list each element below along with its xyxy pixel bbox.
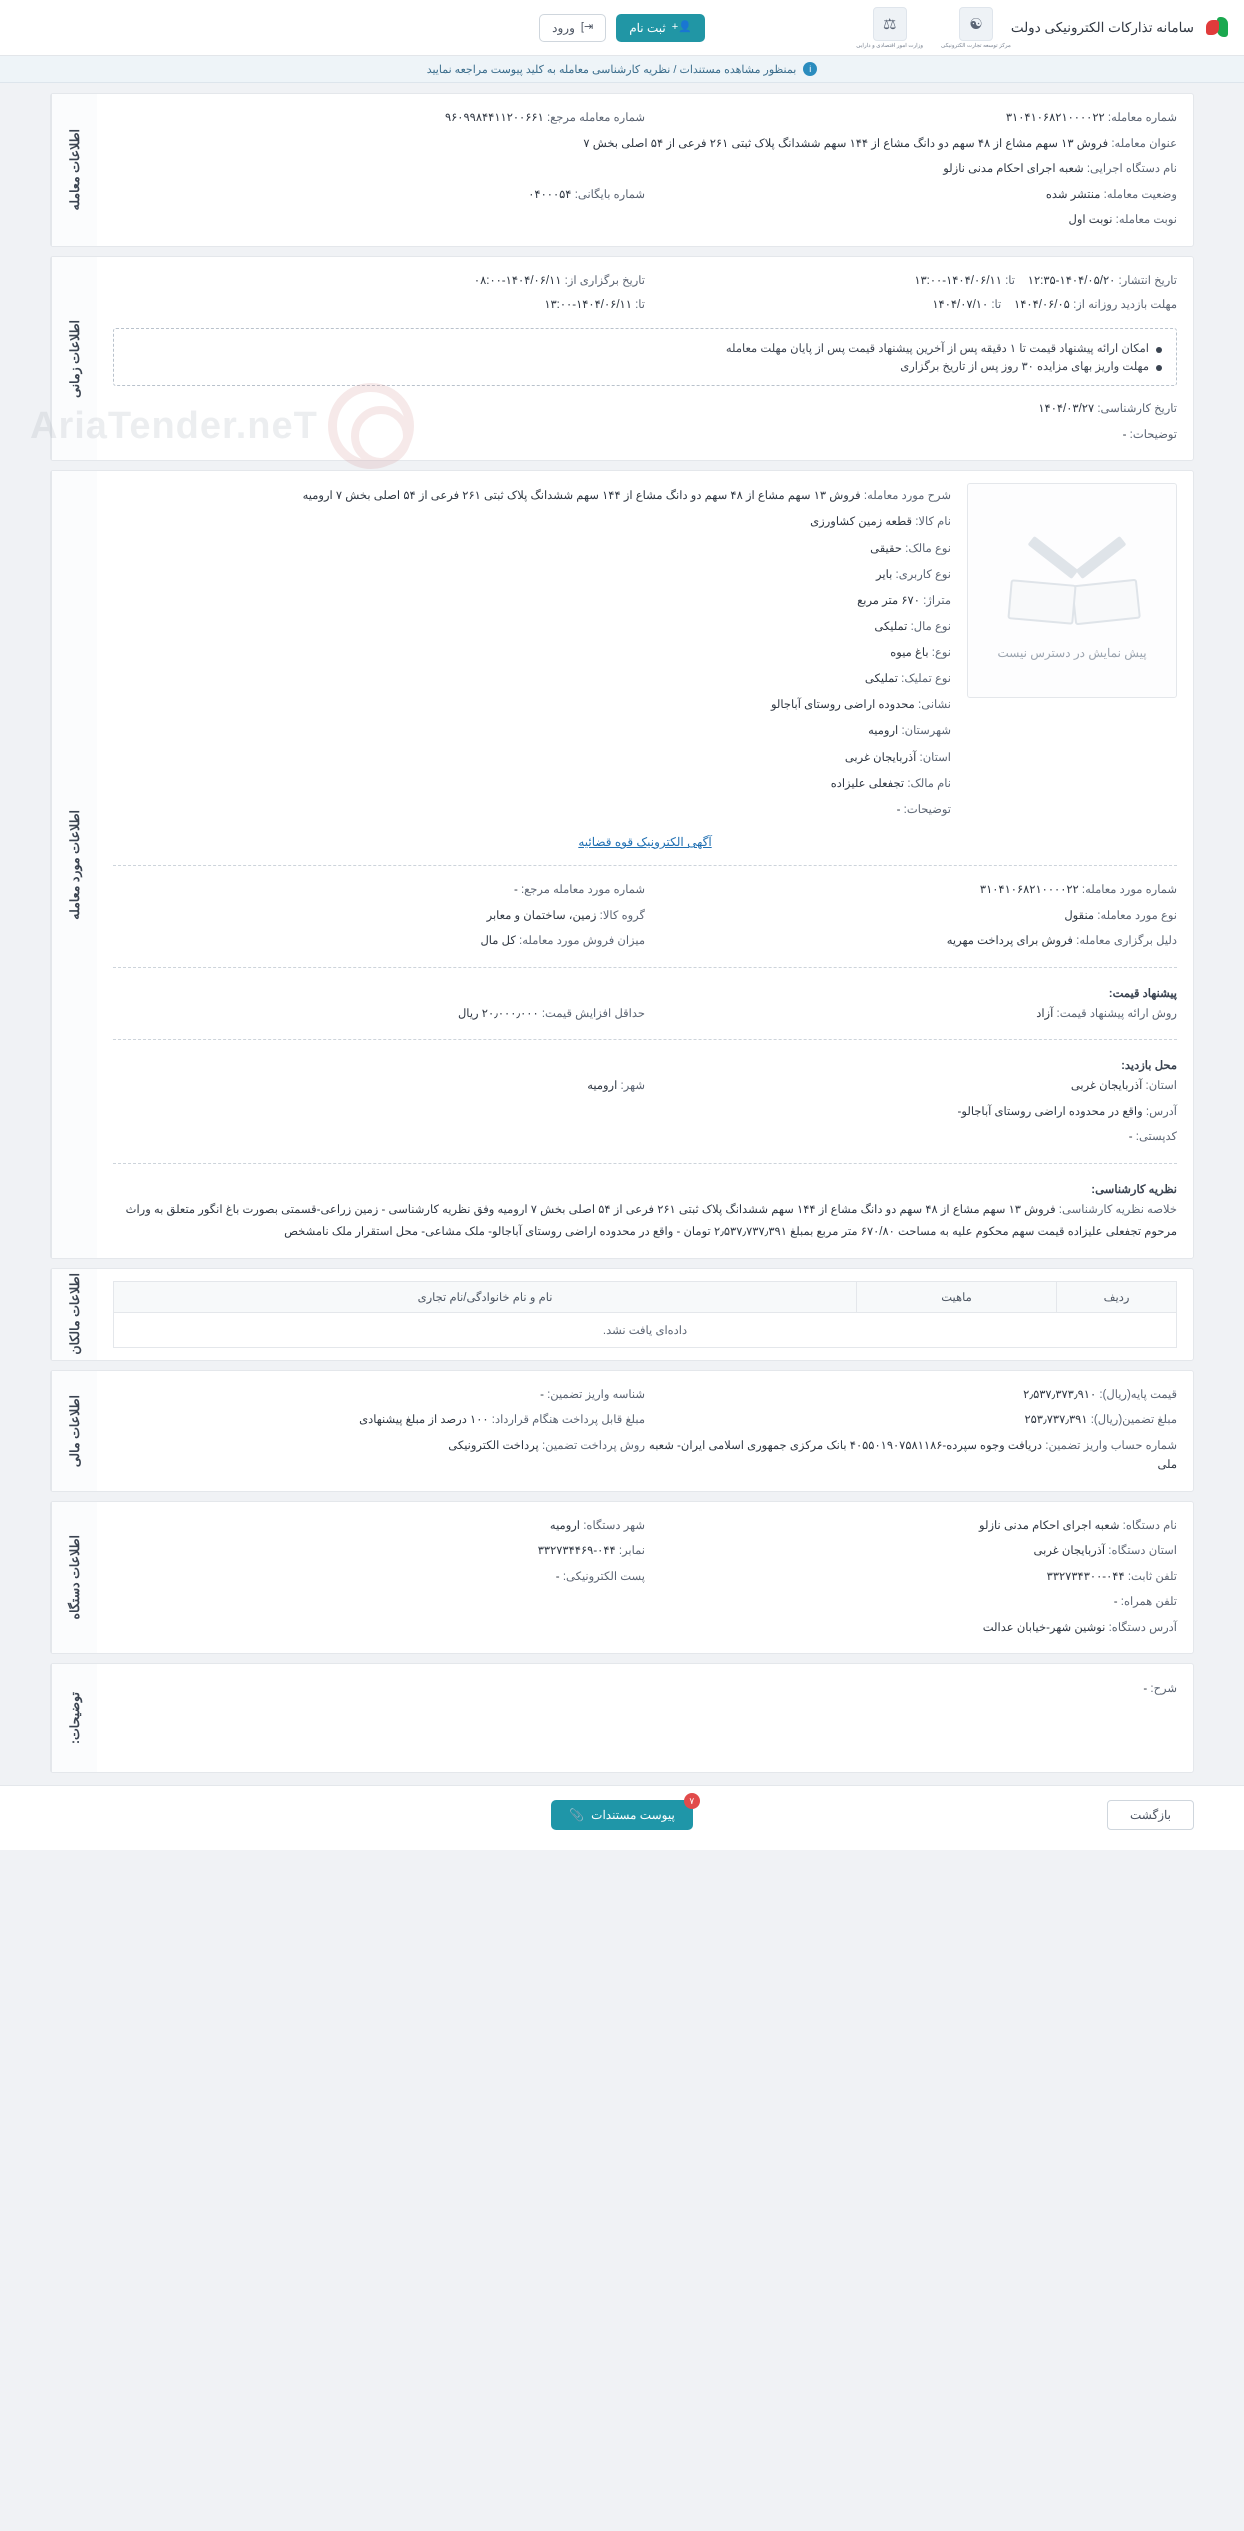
value: فروش ۱۳ سهم مشاع از ۴۸ سهم دو دانگ مشاع از ۱۴۴ سهم ششدانگ پلاک ثبتی ۲۶۱ فرعی از ۵۴ اصلی بخش ۷ ارومیه — [302, 490, 861, 503]
back-button[interactable]: بازگشت — [1107, 1800, 1194, 1830]
subject-info-content — [97, 471, 1193, 1257]
label: استان دستگاه: — [1108, 1545, 1177, 1558]
value: پرداخت الکترونیکی — [448, 1439, 539, 1452]
attachment-count-badge: ۷ — [684, 1793, 700, 1809]
attach-label: پیوست مستندات — [591, 1808, 675, 1823]
label: پست الکترونیکی: — [562, 1570, 645, 1583]
value: فروش ۱۳ سهم مشاع از ۴۸ سهم دو دانگ مشاع از ۱۴۴ سهم ششدانگ پلاک ثبتی ۲۶۱ فرعی از ۵۴ اصلی بخش ۷ ارومیه وفق نظریه کارشناسی - زمین زراعی-قسمتی بصورت باغ انگور متعلق به وراث مرحوم تجفعلی علیزاده قیمت سهم محکوم علیه به مساحت ۶۷۰/۸۰ متر مربع بمبلغ ۲٫۵۳۷٫۷۳۷٫۳۹۱ تومان - واقع در محدوده اراضی روستای آباجالو- ملک مشاعی- محل استقرار ملک نامشخص — [125, 1203, 1177, 1238]
value: - — [540, 1388, 544, 1401]
label: متراژ: — [923, 594, 951, 607]
value: ۳۱۰۴۱۰۶۸۲۱۰۰۰۰۲۲ — [979, 883, 1079, 896]
value: باغ میوه — [890, 647, 929, 660]
label: نوع مالک: — [905, 542, 951, 555]
note-text: امکان ارائه پیشنهاد قیمت تا ۱ دقیقه پس از آخرین پیشنهاد قیمت پس از پایان مهلت معامله — [725, 343, 1149, 356]
value: ۹۶۰۹۹۸۴۴۱۱۲۰۰۶۶۱ — [444, 112, 544, 124]
field-property-type — [113, 614, 951, 640]
divider-3 — [113, 1039, 1177, 1040]
section-title-time-info — [51, 257, 97, 461]
value: ۱۴۰۴/۰۵/۲۰-۱۲:۳۵ — [1027, 274, 1116, 287]
label: شهر دستگاه: — [583, 1519, 645, 1532]
signup-label: ثبت نام — [629, 20, 666, 35]
section-owners — [50, 1268, 1194, 1361]
field-deal-item-ref — [113, 878, 645, 904]
section-financial — [50, 1370, 1194, 1492]
brand — [1011, 15, 1228, 41]
section-time-info — [50, 256, 1194, 462]
value: منقول — [1064, 909, 1095, 922]
label: نشانی: — [918, 699, 951, 712]
value-to: ۱۴۰۴/۰۶/۱۱-۱۳:۰۰ — [914, 274, 1002, 287]
user-plus-icon: 👤+ — [671, 21, 692, 33]
info-icon: i — [803, 62, 817, 76]
field-org-province — [645, 1539, 1177, 1565]
value: - — [1143, 1683, 1148, 1696]
value: ۱۰۰ درصد از مبلغ پیشنهادی — [359, 1414, 489, 1427]
field-address-short — [113, 692, 951, 718]
field-visit-province — [645, 1074, 1177, 1100]
field-county — [113, 718, 951, 744]
emblem-icon: ☯ — [959, 7, 993, 41]
login-arrow-icon: ⇥] — [580, 21, 594, 33]
visit-subheading: محل بازدید: — [1121, 1060, 1177, 1073]
field-org-city — [113, 1514, 645, 1540]
field-min-increase — [113, 1002, 645, 1028]
gov-caption: مرکز توسعه تجارت الکترونیکی — [941, 42, 1011, 49]
value: قطعه زمین کشاورزی — [810, 516, 913, 529]
label: مبلغ تضمین(ریال): — [1090, 1414, 1177, 1427]
label: مهلت بازدید روزانه از: — [1073, 299, 1177, 312]
field-postal-code — [113, 1125, 1177, 1151]
paperclip-icon: 📎 — [569, 1808, 585, 1823]
value: - — [513, 883, 518, 896]
deal-info-content — [97, 94, 1193, 246]
value: ۰۴۴-۳۳۲۷۳۴۳۰۰ — [1046, 1570, 1125, 1583]
attach-documents-button[interactable] — [551, 1796, 695, 1830]
title-text: اطلاعات مالکان — [68, 1273, 82, 1355]
field-item-description — [113, 483, 951, 509]
value: - — [1113, 1596, 1118, 1609]
notice-text: بمنظور مشاهده مستندات / نظریه کارشناسی معامله به کلید پیوست مراجعه نمایید — [426, 63, 797, 76]
field-bank-number — [113, 183, 645, 209]
value: ارومیه — [587, 1080, 618, 1093]
label-to: تا: — [1005, 274, 1015, 287]
login-label: ورود — [552, 20, 575, 35]
label: استان: — [1145, 1080, 1177, 1093]
label: شهر: — [620, 1080, 645, 1093]
field-owner-type — [113, 536, 951, 562]
shield-icon: ⚖ — [873, 7, 907, 41]
section-title-organization — [51, 1502, 97, 1654]
title-text: توضیحات: — [68, 1692, 82, 1745]
field-price-method — [645, 1002, 1177, 1028]
label: وضعیت معامله: — [1103, 188, 1177, 201]
value: شعبه اجرای احکام مدنی نازلو — [943, 163, 1084, 176]
field-publish-date — [645, 269, 1177, 294]
label: شماره حساب واریز تضمین: — [1045, 1439, 1177, 1452]
section-remarks — [50, 1663, 1194, 1773]
field-ref-number — [113, 106, 645, 132]
label: توضیحات: — [1129, 429, 1177, 442]
field-guarantee-account — [645, 1434, 1177, 1479]
field-guarantee-id — [113, 1383, 645, 1409]
gov-logo-finance — [856, 7, 923, 49]
section-title-remarks — [51, 1664, 97, 1772]
label: شماره مورد معامله مرجع: — [520, 883, 645, 896]
value: ارومیه — [868, 725, 899, 738]
value: ۲۵۳٫۷۳۷٫۳۹۱ — [1024, 1414, 1088, 1427]
value: آزاد — [1036, 1007, 1054, 1020]
value: ۱۴۰۴/۰۶/۱۱-۰۸:۰۰ — [473, 274, 562, 287]
label: دلیل برگزاری معامله: — [1076, 935, 1177, 948]
field-guarantee-method — [113, 1434, 645, 1479]
preview-text: پیش نمایش در دسترس نیست — [997, 645, 1147, 660]
value: ۲٫۵۳۷٫۳۷۳٫۹۱۰ — [1023, 1388, 1097, 1401]
section-subject-info — [50, 470, 1194, 1258]
value-to: ۱۴۰۴/۰۷/۱۰ — [932, 299, 989, 312]
field-hold-date — [113, 269, 645, 294]
expert-subheading: نظریه کارشناسی: — [1091, 1183, 1177, 1196]
label: روش پرداخت تضمین: — [541, 1439, 645, 1452]
field-item-type — [645, 904, 1177, 930]
value: تملیکی — [864, 673, 898, 686]
value: واقع در محدوده اراضی روستای آباجالو- — [957, 1105, 1143, 1118]
notice-bar — [0, 56, 1244, 83]
label: نوبت معامله: — [1115, 214, 1177, 227]
label: گروه کالا: — [599, 909, 645, 922]
table-header-row — [114, 1281, 1177, 1312]
field-deal-subject — [113, 132, 1177, 158]
timing-note-1 — [128, 339, 1162, 357]
field-org-email — [113, 1565, 645, 1591]
label: شهرستان: — [901, 725, 951, 738]
label: شرح: — [1150, 1683, 1177, 1696]
gov-caption-2: وزارت امور اقتصادی و دارایی — [856, 42, 924, 49]
field-guarantee-amount — [645, 1408, 1177, 1434]
field-type — [113, 640, 951, 666]
value: ۲۰٫۰۰۰٫۰۰۰ ریال — [457, 1007, 539, 1020]
label: شماره مورد معامله: — [1081, 883, 1177, 896]
value: کل مال — [480, 935, 516, 948]
label: شرح مورد معامله: — [863, 490, 951, 503]
label: تلفن ثابت: — [1127, 1570, 1177, 1583]
field-deal-number — [645, 106, 1177, 132]
title-text: اطلاعات مورد معامله — [68, 809, 82, 920]
footer-action-bar — [0, 1785, 1244, 1850]
divider-2 — [113, 967, 1177, 968]
note-text: مهلت واریز بهای مزایده ۳۰ روز پس از تاریخ برگزاری — [900, 361, 1149, 374]
field-org-mobile — [645, 1590, 1177, 1616]
judicial-ad-link[interactable]: آگهی الکترونیک قوه قضائیه — [578, 834, 712, 849]
label-to: تا: — [991, 299, 1002, 312]
label: مبلغ قابل پرداخت هنگام قرارداد: — [491, 1414, 645, 1427]
value: - — [1122, 429, 1127, 442]
time-info-content — [97, 257, 1193, 461]
field-item-notes — [113, 797, 951, 823]
value: نوبت اول — [1068, 214, 1113, 227]
gov-logo-ecommerce — [941, 7, 1011, 49]
field-org-phone — [645, 1565, 1177, 1591]
label: خلاصه نظریه کارشناسی: — [1058, 1203, 1177, 1216]
owners-content — [97, 1269, 1193, 1360]
section-title-owners — [51, 1269, 97, 1360]
label: حداقل افزایش قیمت: — [541, 1007, 645, 1020]
attach-wrap — [0, 1796, 1244, 1830]
page-body — [0, 83, 1244, 1773]
label: تاریخ انتشار: — [1118, 274, 1177, 287]
label: نوع مال: — [910, 620, 951, 633]
value: فروش ۱۳ سهم مشاع از ۴۸ سهم دو دانگ مشاع از ۱۴۴ سهم ششدانگ پلاک ثبتی ۲۶۱ فرعی از ۵۴ اصلی بخش ۷ — [583, 137, 1109, 150]
judicial-link-wrap — [113, 823, 1177, 853]
owners-table — [113, 1281, 1177, 1348]
value: ۰۴۴-۳۳۲۷۳۴۴۶۹ — [537, 1545, 616, 1558]
signup-button[interactable] — [616, 14, 705, 42]
value: آذربایجان غربی — [1033, 1545, 1106, 1558]
value: ۱۴۰۴/۰۶/۰۵ — [1014, 299, 1070, 312]
label: روش ارائه پیشنهاد قیمت: — [1056, 1007, 1177, 1020]
field-area — [113, 588, 951, 614]
field-sale-amount — [113, 929, 645, 955]
value: فروش برای پرداخت مهریه — [946, 935, 1073, 948]
label: نام کالا: — [915, 516, 951, 529]
value: ۶۷۰ متر مربع — [857, 594, 920, 607]
column-nature: ماهیت — [857, 1281, 1057, 1312]
divider-4 — [113, 1163, 1177, 1164]
gavel-icon — [997, 522, 1147, 632]
value: منتشر شده — [1045, 188, 1101, 201]
label: نام مالک: — [907, 777, 951, 790]
timing-note-2 — [128, 357, 1162, 375]
field-goods-group — [113, 904, 645, 930]
label: تاریخ کارشناسی: — [1097, 403, 1177, 416]
section-deal-info — [50, 93, 1194, 247]
field-hold-date-to — [113, 293, 645, 318]
value: زمین، ساختمان و معابر — [486, 909, 597, 922]
label: نمابر: — [618, 1545, 645, 1558]
value: - — [555, 1570, 560, 1583]
top-bar — [0, 0, 1244, 56]
label: توضیحات: — [903, 803, 951, 816]
field-expert-date — [113, 396, 1177, 422]
section-title-subject-info — [51, 471, 97, 1257]
label: نوع کاربری: — [895, 568, 951, 581]
column-owner-name: نام و نام خانوادگی/نام تجاری — [114, 1281, 857, 1312]
value: دریافت وجوه سپرده-۴۰۵۵۰۱۹۰۷۵۸۱۱۸۶ بانک مرکزی جمهوری اسلامی ایران- شعبه ملی — [649, 1439, 1177, 1472]
label: نام دستگاه: — [1122, 1519, 1177, 1532]
label: عنوان معامله: — [1111, 137, 1177, 150]
value: - — [1128, 1131, 1133, 1144]
value: ۱۴۰۴/۰۳/۲۷ — [1038, 403, 1095, 416]
field-visit-address — [113, 1100, 1177, 1126]
spacer-cell — [113, 1590, 645, 1616]
timing-notes-box — [113, 328, 1177, 386]
value: محدوده اراضی روستای آباجالو — [770, 699, 915, 712]
field-turn — [645, 208, 1177, 234]
gov-logos — [856, 7, 1011, 49]
label: شماره معامله: — [1107, 112, 1177, 124]
column-row-index: ردیف — [1057, 1281, 1177, 1312]
field-remarks — [113, 1676, 1177, 1702]
price-subheading: پیشنهاد قیمت: — [1108, 987, 1177, 1000]
title-text: اطلاعات زمانی — [68, 319, 82, 398]
value: ارومیه — [549, 1519, 581, 1532]
field-expert-summary — [113, 1198, 1177, 1246]
label: استان: — [919, 751, 951, 764]
setadiran-logo-icon — [1202, 15, 1228, 41]
label: قیمت پایه(ریال): — [1099, 1388, 1177, 1401]
label: شناسه واریز تضمین: — [547, 1388, 645, 1401]
site-title: سامانه تذارکات الکترونیکی دولت — [1010, 19, 1194, 35]
subject-fields — [113, 483, 951, 823]
label: تا: — [635, 299, 645, 312]
value: تجفعلی علیزاده — [830, 777, 905, 790]
label: آدرس دستگاه: — [1108, 1621, 1177, 1634]
field-time-notes — [113, 422, 1177, 448]
divider — [113, 865, 1177, 866]
value: تملیکی — [874, 620, 908, 633]
field-payable-at-contract — [113, 1408, 645, 1434]
title-text: اطلاعات معامله — [68, 129, 82, 211]
field-org-fax — [113, 1539, 645, 1565]
empty-state-text: داده‌ای یافت نشد. — [114, 1312, 1177, 1347]
value: بایر — [876, 568, 893, 581]
value: - — [896, 803, 901, 816]
field-visit-window — [645, 293, 1177, 318]
label: نوع: — [931, 647, 951, 660]
field-status — [645, 183, 1177, 209]
financial-content — [97, 1371, 1193, 1491]
value: نوشین شهر-خیابان عدالت — [982, 1621, 1106, 1634]
section-organization — [50, 1501, 1194, 1655]
label: تلفن همراه: — [1120, 1596, 1177, 1609]
field-base-price — [645, 1383, 1177, 1409]
field-goods-name — [113, 509, 951, 535]
field-visit-city — [113, 1074, 645, 1100]
label: کدپستی: — [1135, 1131, 1177, 1144]
field-org-address — [113, 1616, 1177, 1642]
bullet-icon — [1156, 365, 1162, 371]
value: شعبه اجرای احکام مدنی نازلو — [979, 1519, 1120, 1532]
field-reason — [645, 929, 1177, 955]
value: حقیقی — [870, 542, 902, 555]
bullet-icon — [1156, 347, 1162, 353]
table-row — [114, 1312, 1177, 1347]
label: نام دستگاه اجرایی: — [1086, 163, 1177, 176]
field-deal-item-number — [645, 878, 1177, 904]
remarks-content — [97, 1664, 1193, 1772]
label: آدرس: — [1145, 1105, 1177, 1118]
organization-content — [97, 1502, 1193, 1654]
preview-placeholder — [967, 483, 1177, 698]
section-title-deal-info — [51, 94, 97, 246]
label: نوع تملیک: — [901, 673, 951, 686]
value: ۰۴۰۰۰۵۴ — [528, 188, 572, 201]
field-province — [113, 745, 951, 771]
label: شماره بایگانی: — [574, 188, 645, 201]
label: نوع مورد معامله: — [1097, 909, 1177, 922]
label: تاریخ برگزاری از: — [564, 274, 645, 287]
field-org-name — [645, 1514, 1177, 1540]
value: آذربایجان غربی — [844, 751, 917, 764]
login-button[interactable] — [539, 14, 606, 42]
value: آذربایجان غربی — [1070, 1080, 1143, 1093]
title-text: اطلاعات دستگاه — [68, 1535, 82, 1620]
field-usage-type — [113, 562, 951, 588]
field-executor — [113, 157, 1177, 183]
value: ۱۴۰۴/۰۶/۱۱-۱۳:۰۰ — [544, 299, 632, 312]
title-text: اطلاعات مالی — [68, 1394, 82, 1467]
value: ۳۱۰۴۱۰۶۸۲۱۰۰۰۰۲۲ — [1005, 112, 1105, 124]
label: میزان فروش مورد معامله: — [519, 935, 645, 948]
label: شماره معامله مرجع: — [546, 112, 645, 124]
field-owner-name — [113, 771, 951, 797]
section-title-financial — [51, 1371, 97, 1491]
field-ownership-type — [113, 666, 951, 692]
